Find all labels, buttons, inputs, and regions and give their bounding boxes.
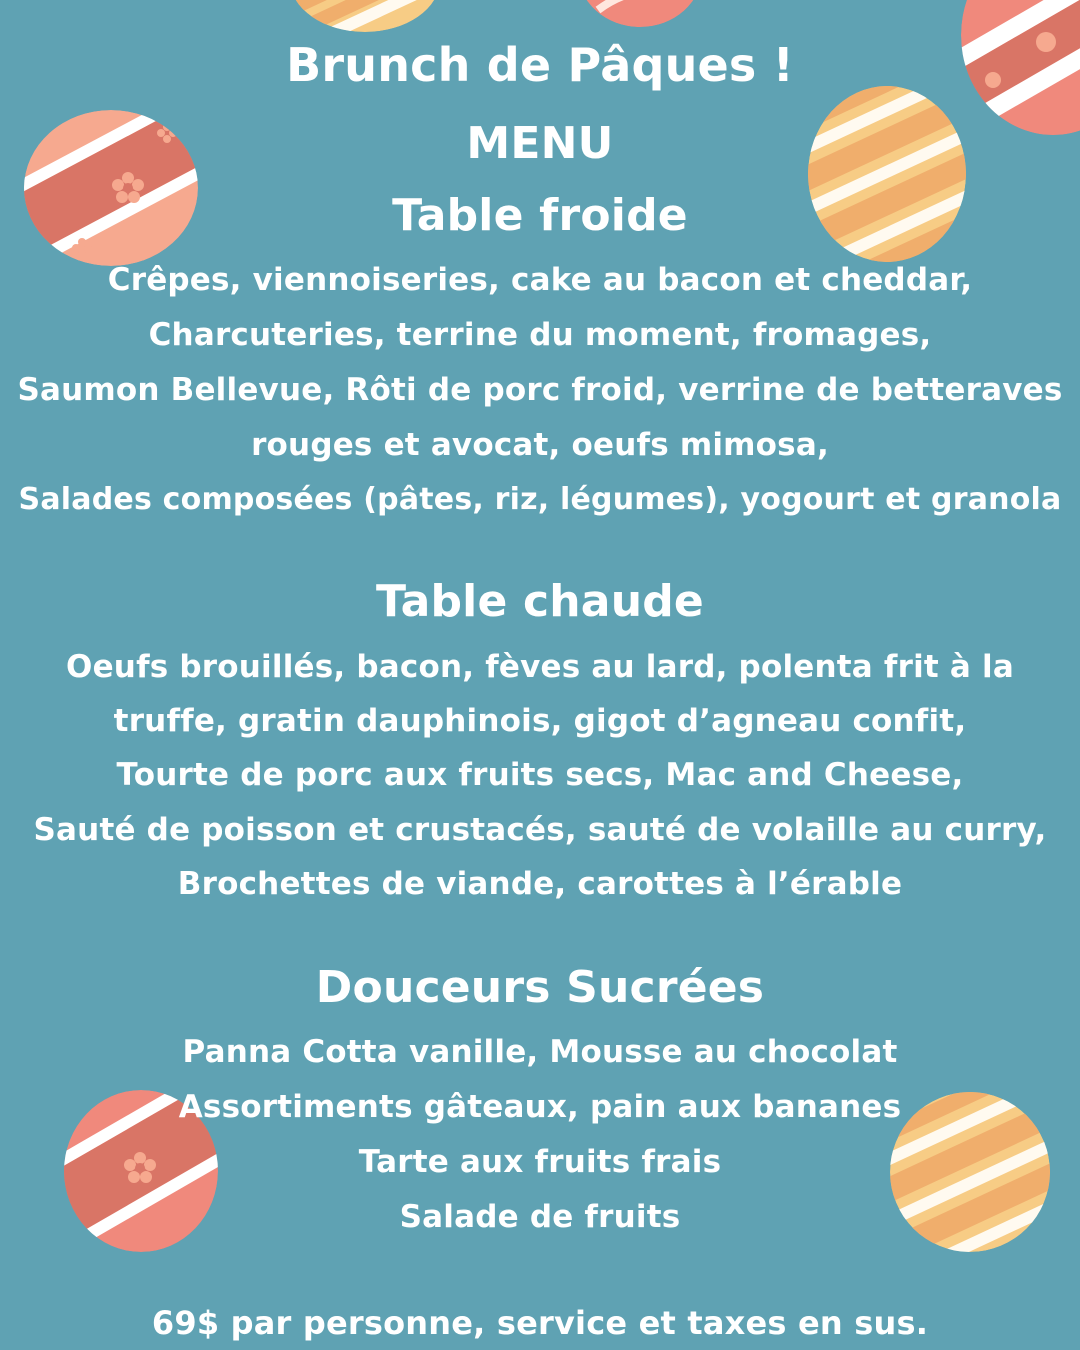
poster-title: Brunch de Pâques !: [286, 38, 794, 92]
menu-line: rouges et avocat, oeufs mimosa,: [251, 427, 829, 463]
menu-line: Salades composées (pâtes, riz, légumes), yogourt et granola: [18, 482, 1062, 517]
price-footer: 69$ par personne, service et taxes en sus.: [151, 1304, 929, 1342]
easter-egg-yellow-icon: [290, 0, 440, 35]
menu-line: Sauté de poisson et crustacés, sauté de volaille au curry,: [33, 812, 1047, 848]
menu-line: Charcuteries, terrine du moment, fromages,: [148, 317, 932, 353]
menu-line: Brochettes de viande, carottes à l’érable: [177, 866, 903, 902]
section-title-douceurs-sucrees: Douceurs Sucrées: [315, 962, 765, 1013]
menu-line: Saumon Bellevue, Rôti de porc froid, verrine de betteraves: [17, 372, 1063, 408]
menu-line: truffe, gratin dauphinois, gigot d’agneau confit,: [113, 703, 967, 739]
menu-line: Salade de fruits: [399, 1199, 681, 1235]
menu-line: Panna Cotta vanille, Mousse au chocolat: [182, 1034, 898, 1070]
menu-line: Crêpes, viennoiseries, cake au bacon et cheddar,: [107, 262, 973, 298]
menu-line: Tourte de porc aux fruits secs, Mac and Cheese,: [116, 757, 964, 793]
menu-line: Oeufs brouillés, bacon, fèves au lard, polenta frit à la: [66, 649, 1014, 685]
section-title-table-froide: Table froide: [392, 190, 688, 241]
easter-egg-pink-icon: [578, 0, 703, 30]
menu-label: MENU: [466, 118, 614, 169]
section-title-table-chaude: Table chaude: [376, 576, 704, 627]
menu-line: Assortiments gâteaux, pain aux bananes: [178, 1089, 902, 1125]
menu-line: Tarte aux fruits frais: [358, 1144, 722, 1180]
